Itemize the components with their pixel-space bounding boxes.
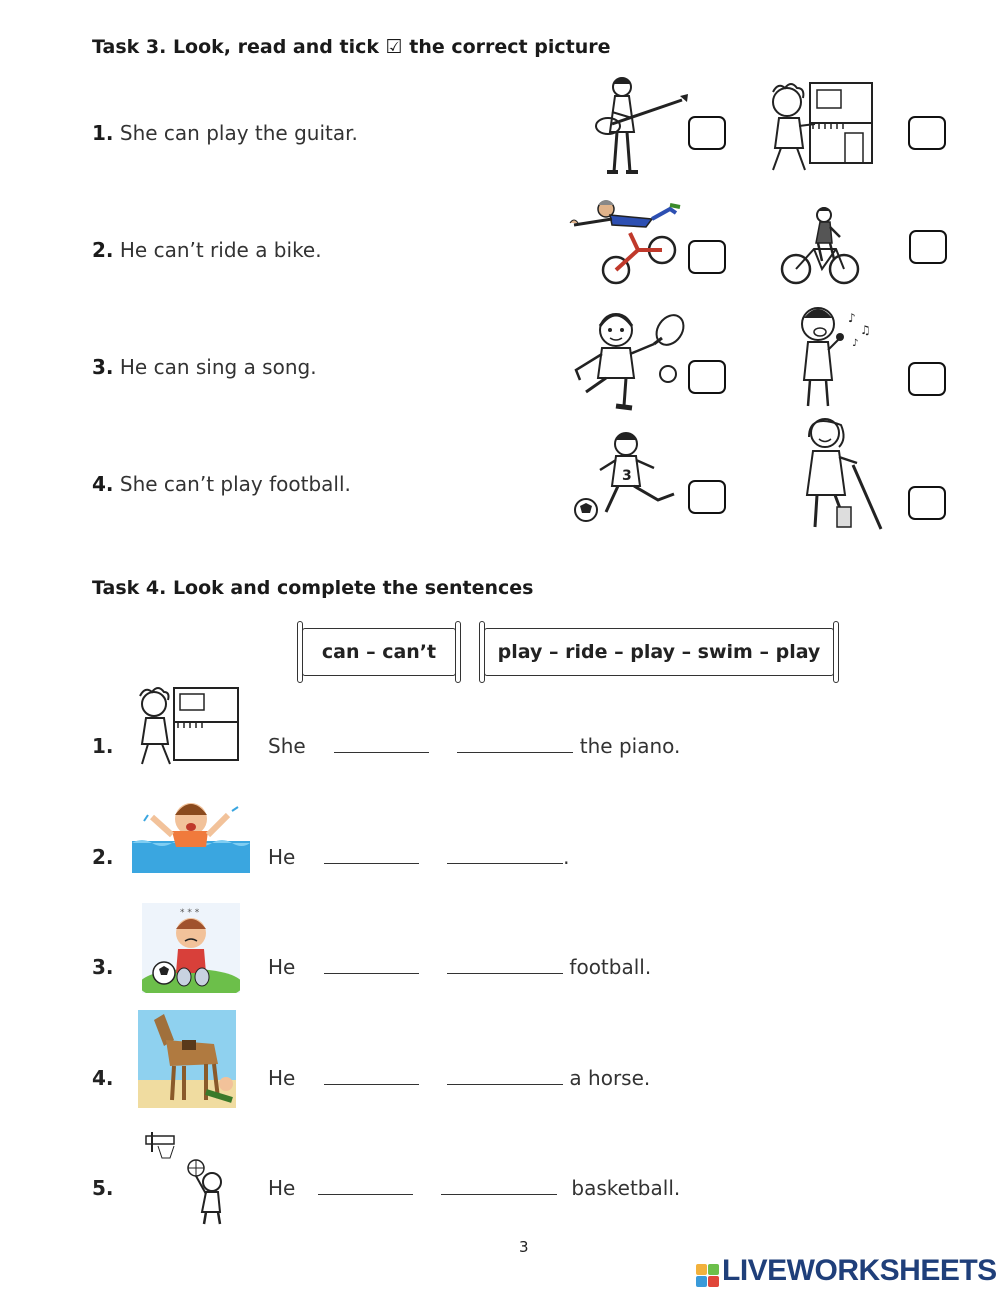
blank-modal-1[interactable] bbox=[334, 734, 429, 753]
page-number: 3 bbox=[519, 1238, 529, 1256]
tick-box-2a[interactable] bbox=[688, 240, 726, 274]
blank-modal-5[interactable] bbox=[318, 1176, 413, 1195]
boy-falling-bike-picture bbox=[566, 195, 691, 290]
boy-football-picture bbox=[570, 428, 685, 533]
boy-singing-picture bbox=[790, 300, 880, 410]
logo-grid-icon bbox=[696, 1264, 719, 1287]
word-box-verbs-text: play – ride – play – swim – play bbox=[497, 641, 821, 663]
sentence-subject: She bbox=[268, 734, 306, 758]
girl-guitar-picture bbox=[582, 72, 692, 182]
task3-item-3 bbox=[92, 355, 317, 379]
tick-box-4a[interactable] bbox=[688, 480, 726, 514]
task4-number-1: 1. bbox=[92, 734, 114, 758]
boy-basketball-picture bbox=[140, 1128, 240, 1228]
task4-heading: Task 4. Look and complete the sentences bbox=[92, 577, 534, 599]
task4-sentence-4 bbox=[268, 1066, 650, 1090]
sentence-ending: basketball. bbox=[571, 1176, 681, 1200]
sentence-subject: He bbox=[268, 1066, 296, 1090]
boy-riding-bike-picture bbox=[778, 205, 863, 287]
task3-item-4 bbox=[92, 472, 351, 496]
word-box-modal bbox=[302, 628, 456, 676]
task3-heading: Task 3. Look, read and tick ☑ the correct picture bbox=[92, 36, 611, 58]
item-sentence: He can sing a song. bbox=[119, 355, 317, 379]
sentence-ending: football. bbox=[569, 955, 652, 979]
word-box-modal-text: can – can’t bbox=[321, 641, 437, 663]
girl-crutches-picture bbox=[795, 415, 895, 535]
tick-box-3a[interactable] bbox=[688, 360, 726, 394]
tick-box-4b[interactable] bbox=[908, 486, 946, 520]
svg-text:3: 3 bbox=[622, 468, 632, 484]
tick-box-2b[interactable] bbox=[909, 230, 947, 264]
sentence-ending: a horse. bbox=[569, 1066, 651, 1090]
task4-number-3: 3. bbox=[92, 955, 114, 979]
blank-modal-2[interactable] bbox=[324, 845, 419, 864]
tick-box-1a[interactable] bbox=[688, 116, 726, 150]
tick-box-1b[interactable] bbox=[908, 116, 946, 150]
task4-sentence-1 bbox=[268, 734, 680, 758]
blank-verb-4[interactable] bbox=[447, 1066, 563, 1085]
sad-boy-ball-picture bbox=[142, 903, 240, 993]
item-number: 3. bbox=[92, 355, 114, 379]
sentence-ending: the piano. bbox=[579, 734, 681, 758]
task3-item-1 bbox=[92, 121, 358, 145]
boy-in-water-picture bbox=[132, 795, 250, 873]
tick-box-3b[interactable] bbox=[908, 362, 946, 396]
item-sentence: She can play the guitar. bbox=[119, 121, 358, 145]
sentence-subject: He bbox=[268, 845, 296, 869]
boy-horse-picture bbox=[134, 1010, 238, 1108]
task4-number-5: 5. bbox=[92, 1176, 114, 1200]
svg-text:♫: ♫ bbox=[860, 323, 871, 337]
word-box-verbs bbox=[484, 628, 834, 676]
sentence-ending: . bbox=[563, 845, 570, 869]
svg-text:* * *: * * * bbox=[180, 908, 200, 918]
blank-verb-3[interactable] bbox=[447, 955, 563, 974]
girl-piano-picture bbox=[765, 78, 880, 178]
blank-modal-4[interactable] bbox=[324, 1066, 419, 1085]
girl-piano-picture-small bbox=[134, 684, 242, 766]
task4-sentence-2 bbox=[268, 845, 569, 869]
blank-verb-1[interactable] bbox=[457, 734, 573, 753]
task4-number-4: 4. bbox=[92, 1066, 114, 1090]
task4-number-2: 2. bbox=[92, 845, 114, 869]
blank-verb-2[interactable] bbox=[447, 845, 563, 864]
blank-modal-3[interactable] bbox=[324, 955, 419, 974]
item-number: 2. bbox=[92, 238, 114, 262]
logo-text: LIVEWORKSHEETS bbox=[722, 1254, 997, 1287]
svg-text:♪: ♪ bbox=[852, 338, 859, 349]
item-number: 4. bbox=[92, 472, 114, 496]
sentence-subject: He bbox=[268, 1176, 296, 1200]
task4-sentence-3 bbox=[268, 955, 651, 979]
item-sentence: He can’t ride a bike. bbox=[119, 238, 322, 262]
blank-verb-5[interactable] bbox=[441, 1176, 557, 1195]
boy-tennis-picture bbox=[566, 304, 691, 416]
task3-item-2 bbox=[92, 238, 322, 262]
task4-sentence-5 bbox=[268, 1176, 680, 1200]
item-number: 1. bbox=[92, 121, 114, 145]
item-sentence: She can’t play football. bbox=[119, 472, 351, 496]
svg-text:♪: ♪ bbox=[848, 311, 856, 325]
liveworksheets-logo[interactable] bbox=[696, 1254, 997, 1288]
sentence-subject: He bbox=[268, 955, 296, 979]
